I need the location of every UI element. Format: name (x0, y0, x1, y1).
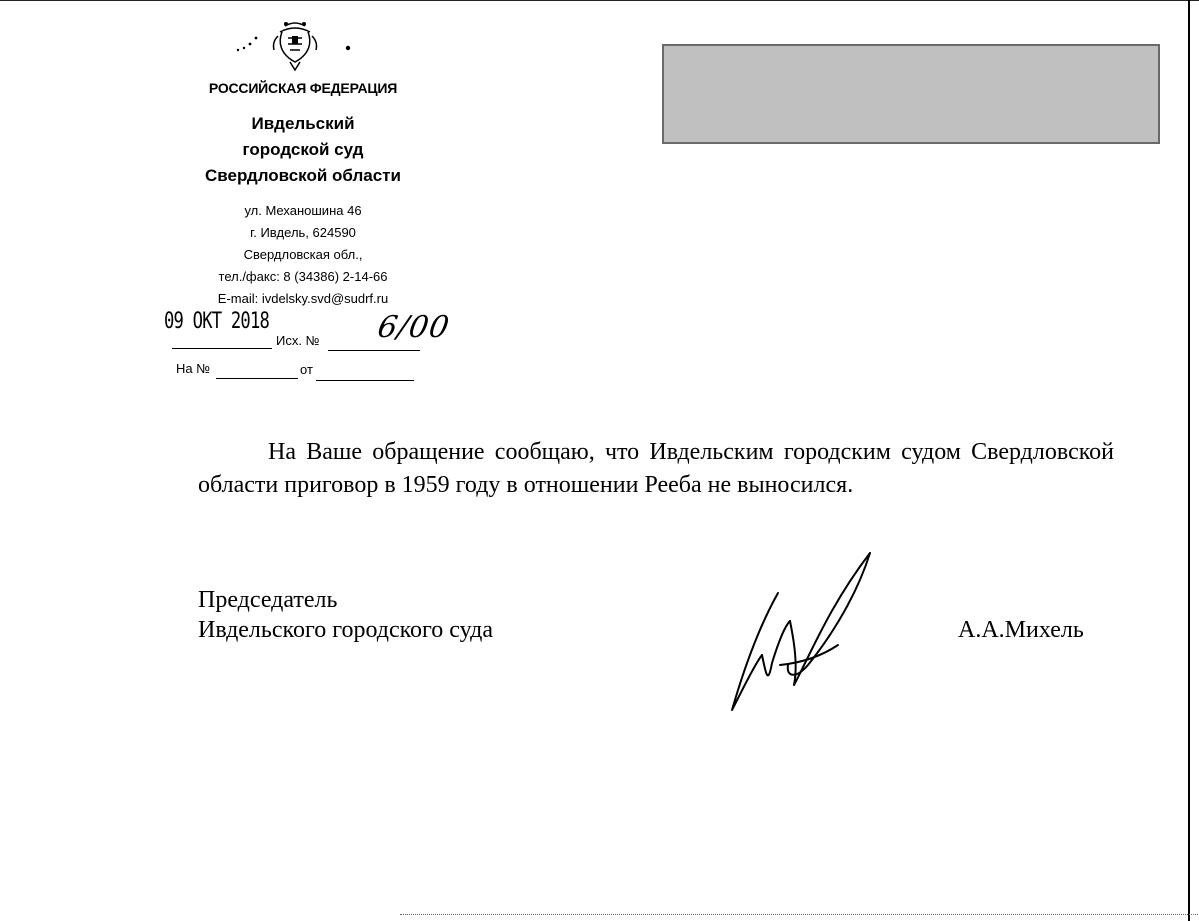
court-name-line: Свердловской области (205, 166, 401, 185)
page-bottom-edge (400, 914, 1199, 916)
letterhead-country: РОССИЙСКАЯ ФЕДЕРАЦИЯ (208, 80, 398, 96)
date-underline (172, 348, 272, 349)
date-stamp: 09 ОКТ 2018 (164, 309, 270, 334)
incoming-number-label: На № (176, 361, 211, 376)
address-email: E-mail: ivdelsky.svd@sudrf.ru (217, 291, 389, 306)
court-name-line: городской суд (242, 140, 364, 159)
letter-body-paragraph: На Ваше обращение сообщаю, что Ивдельским городским судом Свердловской области приговор в 1959 году в отношении Рееба не выносился. (198, 439, 1114, 498)
outgoing-number-underline (328, 350, 420, 351)
signatory-name: А.А.Михель (958, 617, 1084, 643)
handwritten-signature (720, 545, 890, 720)
outgoing-number-handwritten: 6/00 (374, 310, 453, 345)
outgoing-number-label: Исх. № (276, 333, 320, 348)
page-right-edge (1188, 0, 1190, 921)
redacted-addressee-box (662, 44, 1160, 144)
address-phone: тел./факс: 8 (34386) 2-14-66 (218, 269, 388, 284)
signatory-title (198, 585, 493, 645)
address-city: г. Ивдель, 624590 (250, 225, 356, 240)
court-name-line: Ивдельский (251, 114, 355, 133)
address-street: ул. Механошина 46 (244, 203, 362, 218)
letterhead-address (170, 200, 436, 310)
incoming-date-underline (316, 380, 414, 381)
signatory-title-line: Председатель (198, 587, 338, 613)
coat-of-arms-emblem-icon (230, 18, 360, 74)
letterhead-court-name (170, 111, 436, 189)
incoming-date-label: от (300, 362, 313, 377)
incoming-number-underline (216, 378, 298, 379)
page-top-edge (0, 0, 1199, 1)
address-region: Свердловская обл., (243, 247, 363, 262)
signatory-title-line: Ивдельского городского суда (198, 617, 493, 643)
